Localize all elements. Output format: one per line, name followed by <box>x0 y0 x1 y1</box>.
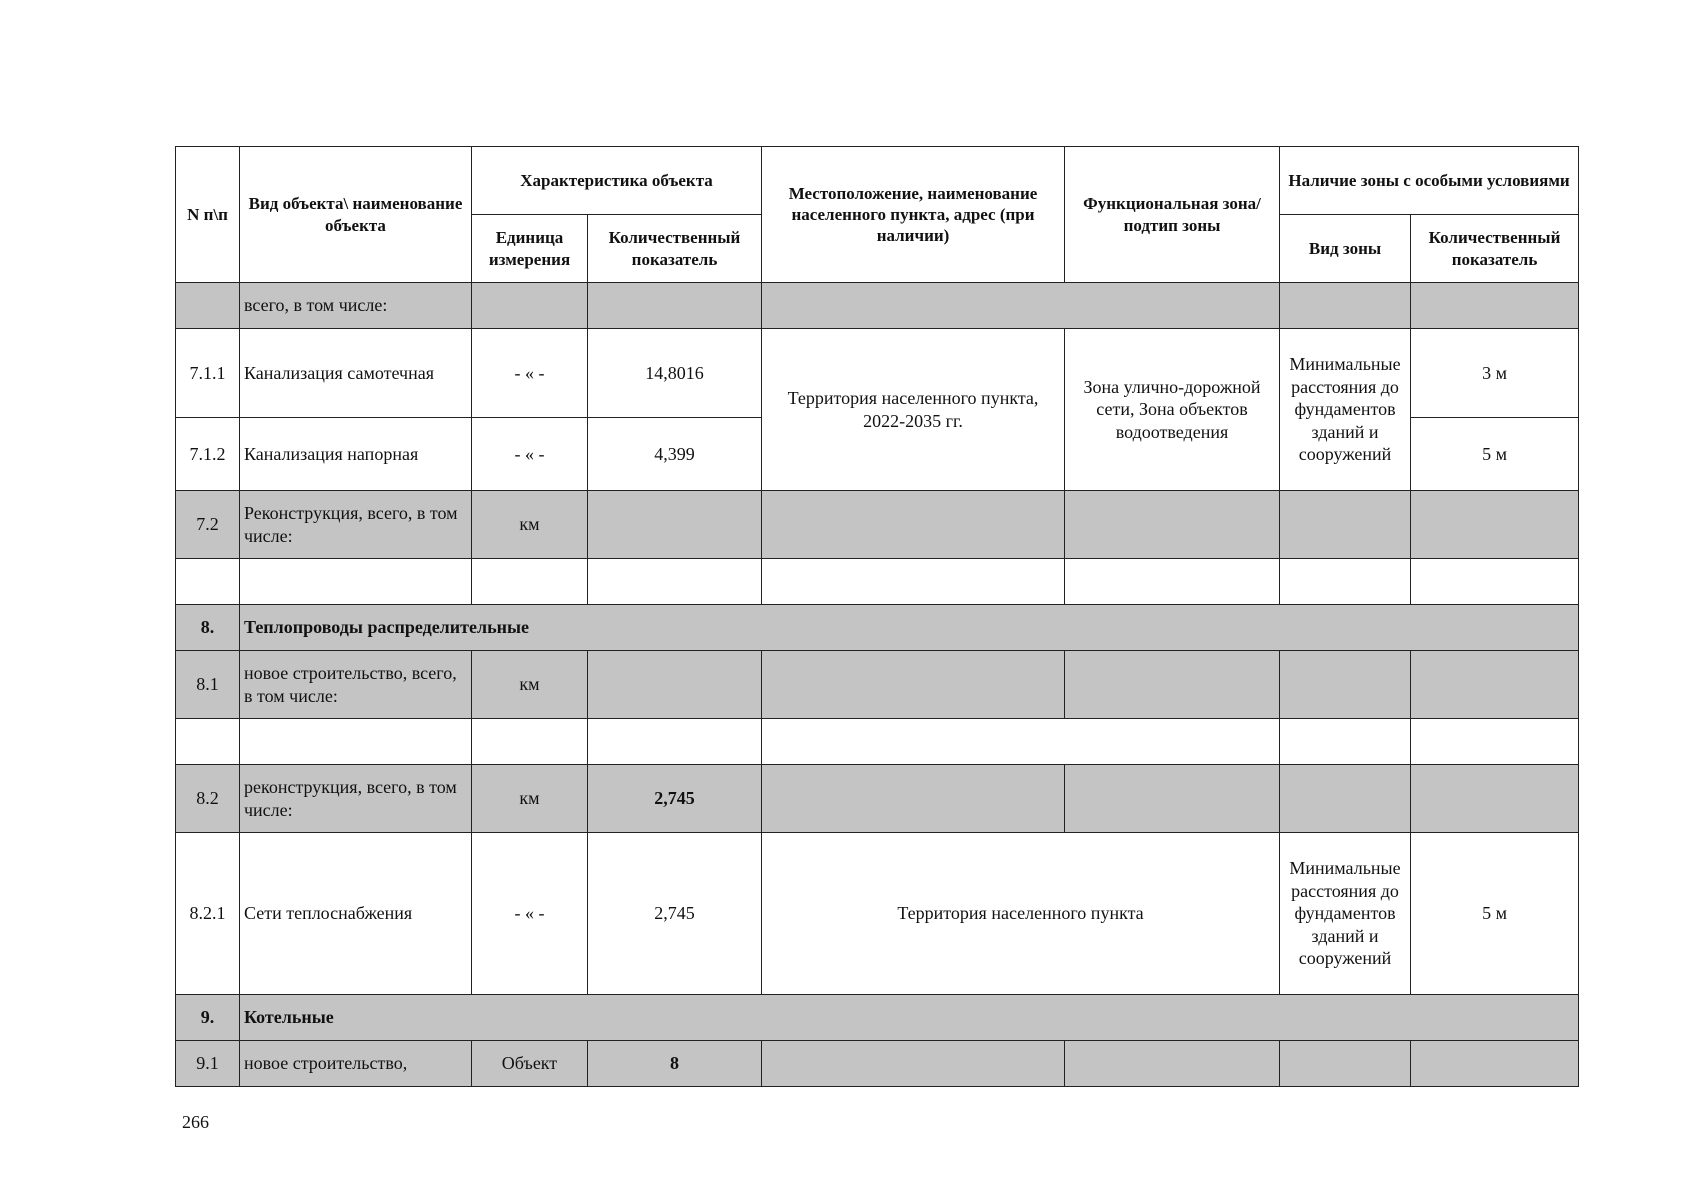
table-row <box>176 559 1579 605</box>
cell-name: Реконструкция, всего, в том числе: <box>240 491 472 559</box>
cell-zone-quantity: 5 м <box>1411 418 1579 491</box>
cell-zone-quantity <box>1411 1041 1579 1087</box>
cell-quantity: 8 <box>588 1041 762 1087</box>
cell-name: Канализация напорная <box>240 418 472 491</box>
cell-zone-type <box>1280 559 1411 605</box>
cell-unit: км <box>472 651 588 719</box>
cell-name <box>240 559 472 605</box>
cell-unit: Объект <box>472 1041 588 1087</box>
cell-num: 7.1.1 <box>176 329 240 418</box>
cell-zone-type <box>1280 1041 1411 1087</box>
table-row <box>176 491 1579 559</box>
section-title: Теплопроводы распределительные <box>240 605 1579 651</box>
header-functional-zone: Функциональная зона/ подтип зоны <box>1065 147 1280 283</box>
header-special-zone: Наличие зоны с особыми условиями <box>1280 147 1579 215</box>
cell-name: Канализация самотечная <box>240 329 472 418</box>
cell-quantity: 2,745 <box>588 765 762 833</box>
cell-zone-type: Минимальные расстояния до фундаментов зданий и сооружений <box>1280 329 1411 491</box>
cell-location <box>762 559 1065 605</box>
header-name: Вид объекта\ наименование объекта <box>240 147 472 283</box>
cell-zone-quantity <box>1411 559 1579 605</box>
header-zone-type: Вид зоны <box>1280 215 1411 283</box>
cell-num <box>176 559 240 605</box>
cell-functional-zone <box>1065 651 1280 719</box>
cell-zone-quantity <box>1411 491 1579 559</box>
cell-num: 8. <box>176 605 240 651</box>
page-number: 266 <box>182 1112 209 1132</box>
cell-location <box>762 491 1065 559</box>
cell-unit: - « - <box>472 833 588 995</box>
table-row <box>176 651 1579 719</box>
cell-zone-type <box>1280 765 1411 833</box>
header-characteristics: Характеристика объекта <box>472 147 762 215</box>
cell-unit: км <box>472 765 588 833</box>
cell-name <box>240 719 472 765</box>
cell-num: 8.1 <box>176 651 240 719</box>
cell-unit: - « - <box>472 418 588 491</box>
cell-name: новое строительство, <box>240 1041 472 1087</box>
cell-location <box>762 719 1280 765</box>
cell-num: 7.1.2 <box>176 418 240 491</box>
cell-zone-quantity <box>1411 765 1579 833</box>
header-quantity: Количественный показатель <box>588 215 762 283</box>
cell-location: Территория населенного пункта, 2022-2035 гг. <box>762 329 1065 491</box>
cell-num: 7.2 <box>176 491 240 559</box>
cell-location <box>762 651 1065 719</box>
cell-zone-type <box>1280 719 1411 765</box>
cell-name: новое строительство, всего, в том числе: <box>240 651 472 719</box>
cell-unit: км <box>472 491 588 559</box>
table-row <box>176 765 1579 833</box>
header-unit: Единица измерения <box>472 215 588 283</box>
cell-zone-type: Минимальные расстояния до фундаментов зданий и сооружений <box>1280 833 1411 995</box>
cell-zone-quantity <box>1411 651 1579 719</box>
header-zone-quantity: Количественный показатель <box>1411 215 1579 283</box>
cell-functional-zone <box>1065 1041 1280 1087</box>
cell-location <box>762 1041 1065 1087</box>
cell-quantity: 14,8016 <box>588 329 762 418</box>
table-row <box>176 719 1579 765</box>
section-title: Котельные <box>240 995 1579 1041</box>
table-row <box>176 329 1579 418</box>
cell-quantity <box>588 491 762 559</box>
cell-num: 8.2 <box>176 765 240 833</box>
cell-location <box>762 765 1065 833</box>
cell-unit <box>472 283 588 329</box>
table-row <box>176 283 1579 329</box>
cell-num <box>176 719 240 765</box>
objects-table <box>175 146 1579 1087</box>
cell-unit: - « - <box>472 329 588 418</box>
cell-name: всего, в том числе: <box>240 283 472 329</box>
cell-quantity <box>588 651 762 719</box>
cell-num: 9.1 <box>176 1041 240 1087</box>
cell-functional-zone <box>1065 491 1280 559</box>
cell-zone-type <box>1280 283 1411 329</box>
header-location: Местоположение, наименование населенного пункта, адрес (при наличии) <box>762 147 1065 283</box>
cell-quantity: 4,399 <box>588 418 762 491</box>
cell-location <box>762 283 1280 329</box>
section-row <box>176 605 1579 651</box>
table-row <box>176 833 1579 995</box>
cell-num: 9. <box>176 995 240 1041</box>
cell-zone-type <box>1280 491 1411 559</box>
cell-functional-zone <box>1065 765 1280 833</box>
cell-functional-zone: Зона улично-дорожной сети, Зона объектов водоотведения <box>1065 329 1280 491</box>
table-row <box>176 1041 1579 1087</box>
cell-quantity <box>588 719 762 765</box>
cell-num <box>176 283 240 329</box>
cell-zone-quantity <box>1411 283 1579 329</box>
cell-zone-quantity <box>1411 719 1579 765</box>
section-row <box>176 995 1579 1041</box>
cell-zone-quantity: 3 м <box>1411 329 1579 418</box>
cell-unit <box>472 559 588 605</box>
cell-zone-quantity: 5 м <box>1411 833 1579 995</box>
cell-quantity <box>588 559 762 605</box>
cell-name: реконструкция, всего, в том числе: <box>240 765 472 833</box>
cell-quantity <box>588 283 762 329</box>
cell-location: Территория населенного пункта <box>762 833 1280 995</box>
cell-name: Сети теплоснабжения <box>240 833 472 995</box>
cell-quantity: 2,745 <box>588 833 762 995</box>
cell-zone-type <box>1280 651 1411 719</box>
header-num: N п\п <box>176 147 240 283</box>
cell-functional-zone <box>1065 559 1280 605</box>
cell-num: 8.2.1 <box>176 833 240 995</box>
cell-unit <box>472 719 588 765</box>
